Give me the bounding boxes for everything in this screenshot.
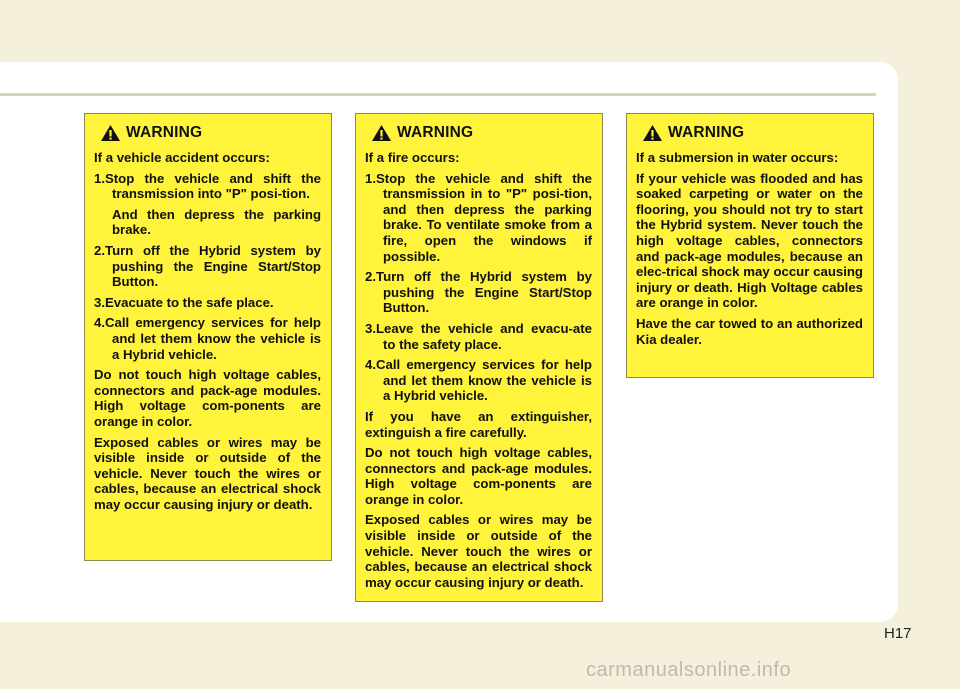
warning-step-continuation: And then depress the parking brake. <box>112 206 321 238</box>
warning-box-accident <box>84 113 332 561</box>
warning-triangle-icon <box>100 124 121 142</box>
warning-step: 3.Evacuate to the safe place. <box>94 294 274 310</box>
warning-paragraph: If your vehicle was flooded and has soaked carpeting or water on the flooring, you should not try to start the Hybrid system. Never touch the high voltage cables, connectors and pack-age modules, because an elec-trical shock may occur causing injury or death. High Voltage cables are orange in color. <box>636 170 863 311</box>
page-number: H17 <box>884 625 912 642</box>
warning-paragraph: Have the car towed to an authorized Kia dealer. <box>636 315 863 347</box>
warning-title-row <box>642 124 863 142</box>
warning-paragraph: Exposed cables or wires may be visible inside or outside of the vehicle. Never touch the wires or cables, because an electrical shock may occur causing injury or death. <box>94 434 321 512</box>
warning-paragraph: Exposed cables or wires may be visible inside or outside of the vehicle. Never touch the wires or cables, because an electrical shock may occur causing injury or death. <box>365 512 592 590</box>
warning-triangle-icon <box>371 124 392 142</box>
warning-step: 2.Turn off the Hybrid system by pushing the Engine Start/Stop Button. <box>94 242 321 290</box>
warning-triangle-icon <box>642 124 663 142</box>
warning-step: 2.Turn off the Hybrid system by pushing the Engine Start/Stop Button. <box>365 269 592 316</box>
header-rule <box>0 93 876 96</box>
warning-title-row <box>371 124 592 142</box>
warning-subhead: If a fire occurs: <box>365 150 460 165</box>
warning-title-row <box>100 124 321 142</box>
warning-box-submersion <box>626 113 874 378</box>
warning-box-fire <box>355 113 603 602</box>
warning-step: 4.Call emergency services for help and let them know the vehicle is a Hybrid vehicle. <box>94 315 321 362</box>
watermark: carmanualsonline.info <box>586 659 792 681</box>
warning-title: WARNING <box>126 124 203 142</box>
warning-step: 4.Call emergency services for help and let them know the vehicle is a Hybrid vehicle. <box>365 357 592 404</box>
warning-step: 3.Leave the vehicle and evacu-ate to the safety place. <box>365 320 592 352</box>
warning-title: WARNING <box>397 124 474 142</box>
warning-step: 1.Stop the vehicle and shift the transmission in to "P" posi-tion, and then depress the parking brake. To ventilate smoke from a fire, open the windows if possible. <box>365 170 592 264</box>
warning-paragraph: Do not touch high voltage cables, connectors and pack-age modules. High voltage com-ponents are orange in color. <box>365 445 592 507</box>
warning-title: WARNING <box>668 124 745 142</box>
warning-paragraph: If you have an extinguisher, extinguish a fire carefully. <box>365 408 592 440</box>
warning-subhead: If a vehicle accident occurs: <box>94 150 270 165</box>
warning-subhead: If a submersion in water occurs: <box>636 150 839 165</box>
warning-step: 1.Stop the vehicle and shift the transmission into "P" posi-tion. <box>94 170 321 202</box>
warning-paragraph: Do not touch high voltage cables, connectors and pack-age modules. High voltage com-ponents are orange in color. <box>94 367 321 429</box>
